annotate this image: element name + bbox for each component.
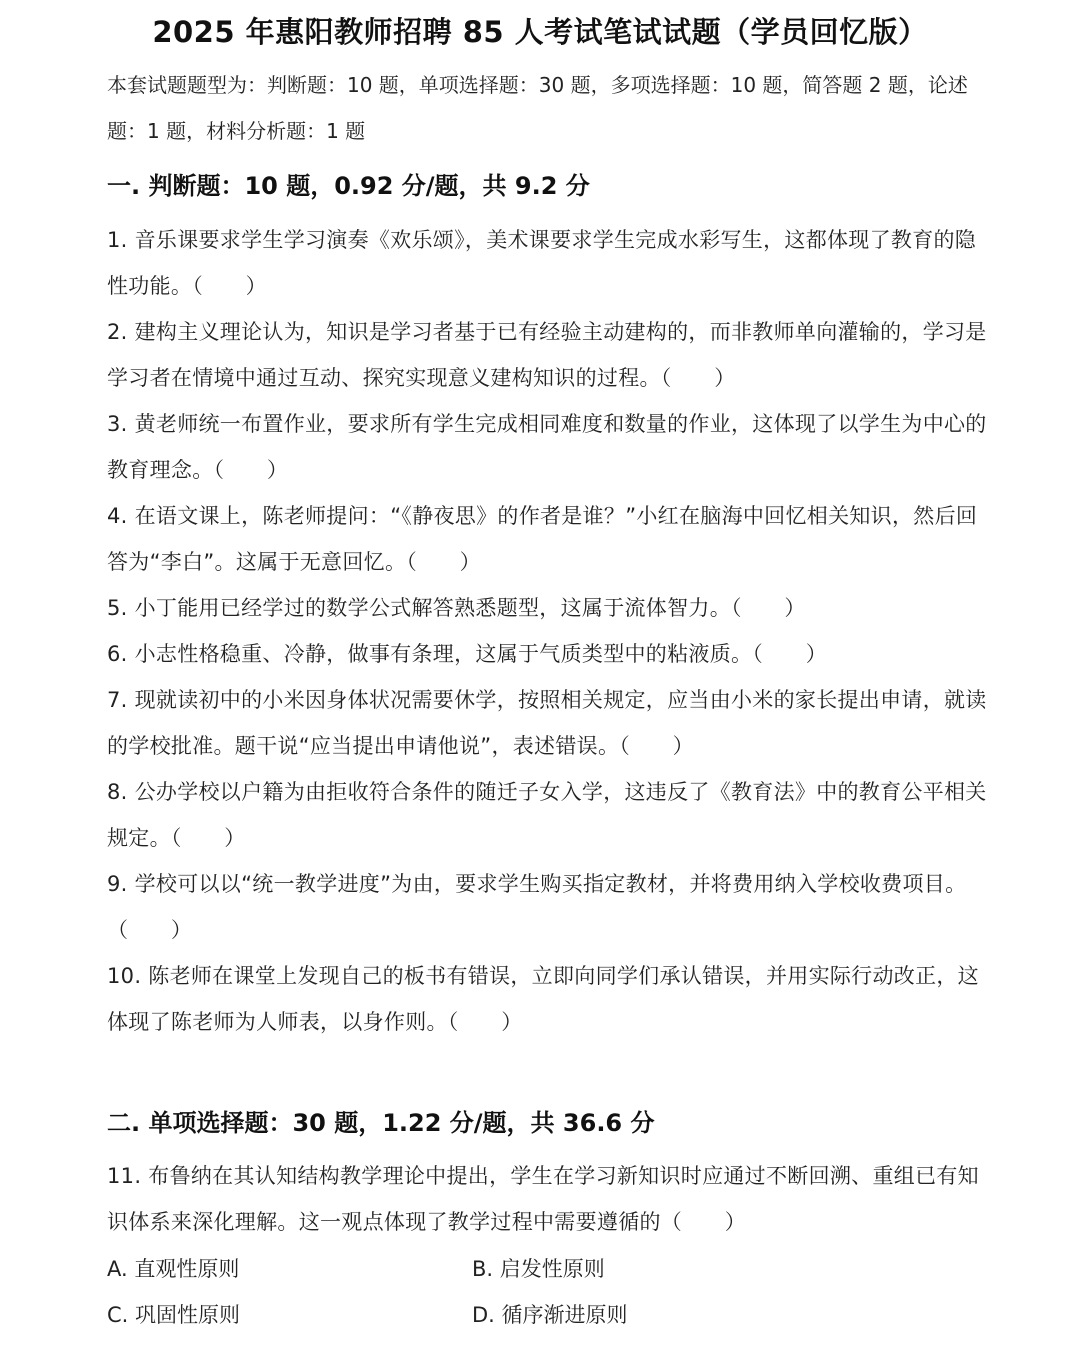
- question-11-stem: 11. 布鲁纳在其认知结构教学理论中提出，学生在学习新知识时应通过不断回溯、重组已有知识体系来深化理解。这一观点体现了教学过程中需要遵循的（ ）: [107, 1164, 979, 1234]
- question-7: 7. 现就读初中的小米因身体状况需要休学，按照相关规定，应当由小米的家长提出申请，就读的学校批准。题干说“应当提出申请他说”，表述错误。（ ）: [107, 688, 987, 758]
- question-10: 10. 陈老师在课堂上发现自己的板书有错误，立即向同学们承认错误，并用实际行动改正，这体现了陈老师为人师表，以身作则。（ ）: [107, 964, 979, 1034]
- question-3: 3. 黄老师统一布置作业，要求所有学生完成相同难度和数量的作业，这体现了以学生为中心的教育理念。（ ）: [107, 412, 987, 482]
- question-11-option-c: C. 巩固性原则: [107, 1303, 241, 1327]
- document-title: 2025 年惠阳教师招聘 85 人考试笔试试题（学员回忆版）: [152, 15, 928, 49]
- section-heading-single-choice: 二. 单项选择题：30 题，1.22 分/题，共 36.6 分: [107, 1109, 655, 1137]
- question-5: 5. 小丁能用已经学过的数学公式解答熟悉题型，这属于流体智力。（ ）: [107, 596, 806, 620]
- question-8: 8. 公办学校以户籍为由拒收符合条件的随迁子女入学，这违反了《教育法》中的教育公平相关规定。（ ）: [107, 780, 987, 850]
- intro-paragraph: 本套试题题型为：判断题：10 题，单项选择题：30 题，多项选择题：10 题，简答题 2 题，论述题：1 题，材料分析题：1 题: [107, 73, 968, 143]
- question-9: 9. 学校可以以“统一教学进度”为由，要求学生购买指定教材，并将费用纳入学校收费项目。（ ）: [107, 872, 967, 942]
- question-11-option-d: D. 循序渐进原则: [472, 1303, 628, 1327]
- question-11-option-b: B. 启发性原则: [472, 1257, 605, 1281]
- question-2: 2. 建构主义理论认为，知识是学习者基于已有经验主动建构的，而非教师单向灌输的，学习是学习者在情境中通过互动、探究实现意义建构知识的过程。（ ）: [107, 320, 987, 390]
- question-11-option-a: A. 直观性原则: [107, 1257, 240, 1281]
- question-6: 6. 小志性格稳重、冷静，做事有条理，这属于气质类型中的粘液质。（ ）: [107, 642, 828, 666]
- section-heading-true-false: 一. 判断题：10 题，0.92 分/题，共 9.2 分: [107, 172, 590, 200]
- question-1: 1. 音乐课要求学生学习演奏《欢乐颂》，美术课要求学生完成水彩写生，这都体现了教育的隐性功能。（ ）: [107, 228, 977, 298]
- question-4: 4. 在语文课上，陈老师提问：“《静夜思》的作者是谁？”小红在脑海中回忆相关知识，然后回答为“李白”。这属于无意回忆。（ ）: [107, 504, 978, 574]
